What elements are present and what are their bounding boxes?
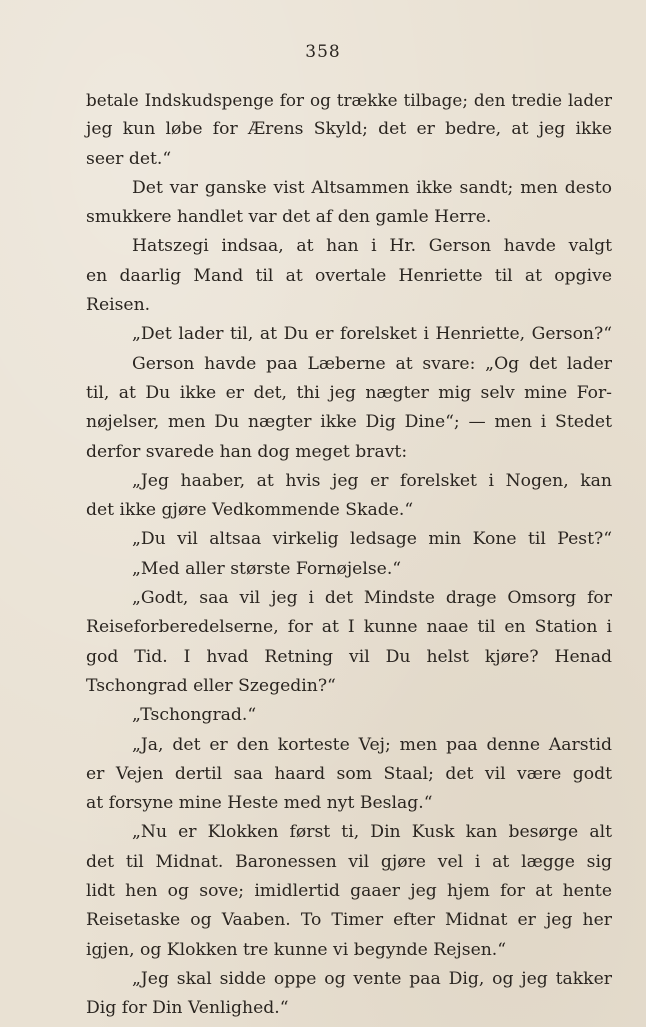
body-text [86, 86, 612, 1024]
text-line: det ikke gjøre Vedkommende Skade.“ [86, 500, 414, 521]
text-line: god Tid. I hvad Retning vil Du helst kjøre? Henad [86, 646, 612, 667]
text-line: lidt hen og sove; imidlertid gaaer jeg hjem for at hente [86, 881, 612, 902]
text-line: „Det lader til, at Du er forelsket i Henriette, Gerson?“ [132, 324, 612, 345]
text-line: Reiseforberedelserne, for at I kunne naae til en Station i [86, 617, 612, 638]
text-line: til, at Du ikke er det, thi jeg nægter mig selv mine For- [86, 382, 612, 403]
text-line: betale Indskudspenge for og trække tilbage; den tredie lader [86, 90, 612, 110]
text-line: Reisen. [86, 295, 151, 316]
text-line: Tschongrad eller Szegedin?“ [86, 675, 336, 696]
text-line: „Tschongrad.“ [132, 705, 257, 726]
text-line: at forsyne mine Heste med nyt Beslag.“ [86, 793, 433, 814]
text-line: derfor svarede han dog meget bravt: [86, 441, 408, 462]
text-line: en daarlig Mand til at overtale Henriette til at opgive [86, 265, 612, 286]
page-number: 358 [305, 42, 341, 62]
text-line: Det var ganske vist Altsammen ikke sandt; men desto [132, 177, 612, 198]
text-line: jeg kun løbe for Ærens Skyld; det er bedre, at jeg ikke [86, 119, 612, 140]
text-line: „Jeg skal sidde oppe og vente paa Dig, og jeg takker [132, 968, 612, 989]
text-line: Reisetaske og Vaaben. To Timer efter Midnat er jeg her [86, 910, 612, 931]
text-line: det til Midnat. Baronessen vil gjøre vel i at lægge sig [86, 851, 612, 872]
text-line: Gerson havde paa Læberne at svare: „Og det lader [132, 353, 612, 374]
text-line: igjen, og Klokken tre kunne vi begynde Rejsen.“ [86, 939, 507, 960]
text-line: „Jeg haaber, at hvis jeg er forelsket i Nogen, kan [132, 470, 612, 491]
text-line: seer det.“ [86, 148, 172, 169]
text-line: smukkere handlet var det af den gamle Herre. [86, 207, 492, 228]
text-line: „Ja, det er den korteste Vej; men paa denne Aarstid [132, 734, 612, 755]
text-line: er Vejen dertil saa haard som Staal; det vil være godt [86, 763, 612, 784]
text-line: „Med aller største Fornøjelse.“ [132, 558, 402, 579]
text-line: Hatszegi indsaa, at han i Hr. Gerson havde valgt [132, 236, 612, 257]
text-line: „Nu er Klokken først ti, Din Kusk kan besørge alt [132, 822, 612, 843]
text-line: Dig for Din Venlighed.“ [86, 998, 289, 1019]
text-line: nøjelser, men Du nægter ikke Dig Dine“; — men i Stedet [86, 412, 612, 433]
text-line: „Godt, saa vil jeg i det Mindste drage Omsorg for [132, 588, 612, 609]
text-line: „Du vil altsaa virkelig ledsage min Kone til Pest?“ [132, 529, 612, 550]
